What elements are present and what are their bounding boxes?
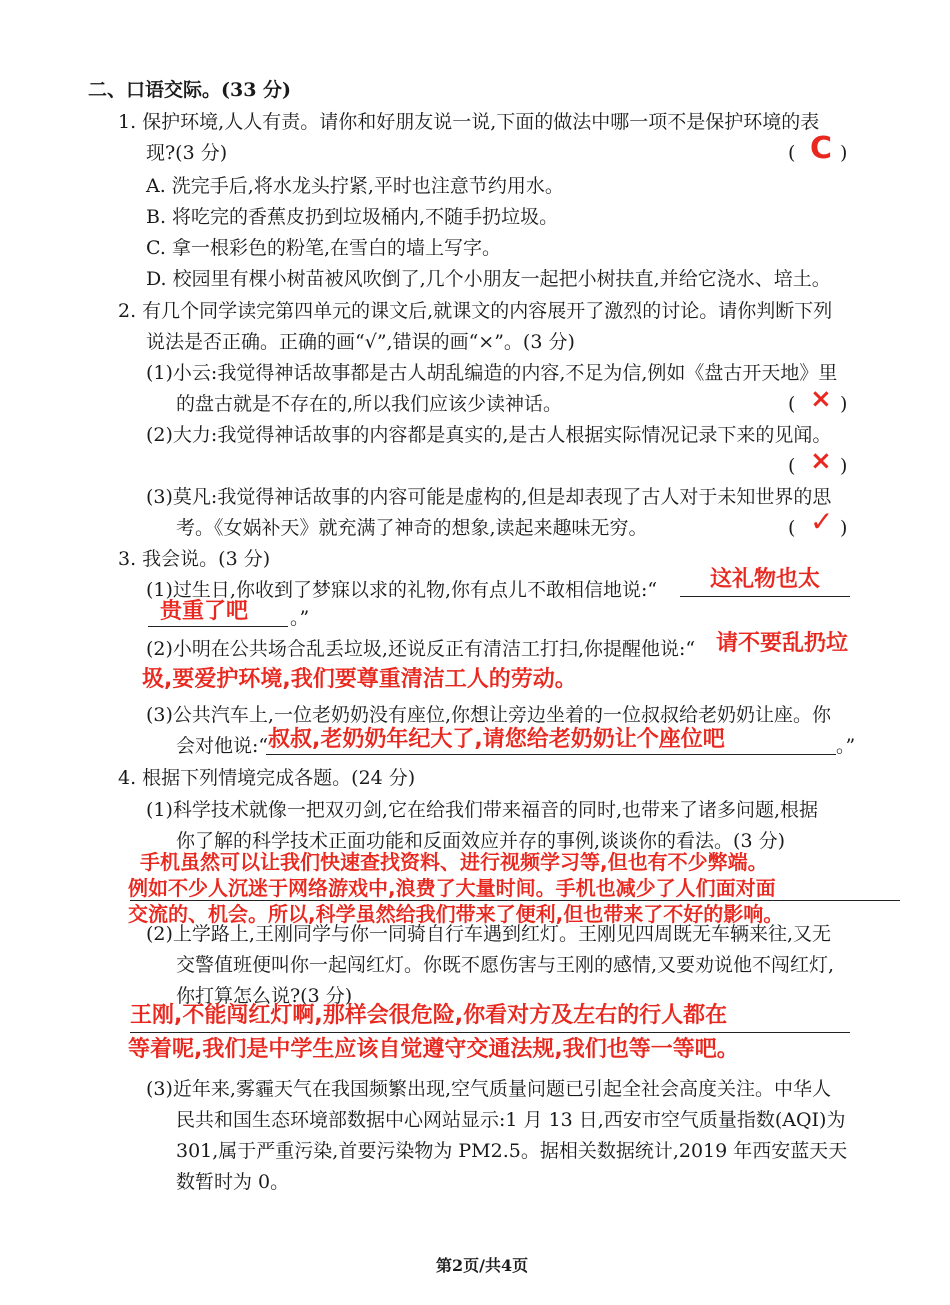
q1-option-c: C. 拿一根彩色的粉笔,在雪白的墙上写字。 [146,237,501,259]
q4-item1-line2: 你了解的科学技术正面功能和反面效应并存的事例,谈谈你的看法。(3 分) [176,830,785,852]
q3-item1-answer-line1: 这礼物也太 [710,567,821,592]
q3-item3-blank-line [266,754,836,755]
q2-item2-line1: (2)大力:我觉得神话故事的内容都是真实的,是古人根据实际情况记录下来的见闻。 [146,424,832,446]
page-number: 第2页/共4页 [436,1256,529,1275]
q2-stem-line2: 说法是否正确。正确的画“√”,错误的画“×”。(3 分) [146,331,575,353]
q2-item3-line2: 考。《女娲补天》就充满了神奇的想象,读起来趣味无穷。 [176,517,648,539]
q3-item1-line1: (1)过生日,你收到了梦寐以求的礼物,你有点儿不敢相信地说:“ [146,579,658,601]
q4-item2-line3: 你打算怎么说?(3 分) [176,985,353,1007]
q3-item3-line2: 会对他说:“ [176,735,269,757]
q2-item3-paren-open: ( [788,517,796,539]
q3-item3-line1: (3)公共汽车上,一位老奶奶没有座位,你想让旁边坐着的一位叔叔给老奶奶让座。你 [146,704,831,726]
q4-item1-line1: (1)科学技术就像一把双刃剑,它在给我们带来福音的同时,也带来了诸多问题,根据 [146,799,819,821]
q4-stem: 4. 根据下列情境完成各题。(24 分) [118,767,416,789]
q2-stem-line1: 2. 有几个同学读完第四单元的课文后,就课文的内容展开了激烈的讨论。请你判断下列 [118,300,833,322]
q1-answer-mark: C [810,131,833,166]
q4-item3-line3: 301,属于严重污染,首要污染物为 PM2.5。据相关数据统计,2019 年西安蓝天天 [176,1140,848,1162]
q4-item1-answer-line2: 例如不少人沉迷于网络游戏中,浪费了大量时间。手机也减少了人们面对面 [128,876,776,900]
q4-item2-answer-line1: 王刚,不能闯红灯啊,那样会很危险,你看对方及左右的行人都在 [130,1003,728,1028]
q3-item2-answer-line1: 请不要乱扔垃 [716,631,849,656]
q2-item3-paren-close: ) [840,517,848,539]
q3-item1-blank-line2 [148,626,288,627]
q2-item1-line1: (1)小云:我觉得神话故事都是古人胡乱编造的内容,不足为信,例如《盘古开天地》里 [146,362,838,384]
q3-item2-line1: (2)小明在公共场合乱丢垃圾,还说反正有清洁工打扫,你提醒他说:“ [146,638,696,660]
q2-item1-paren-open: ( [788,393,796,415]
q2-item3-check-mark: ✓ [810,505,834,538]
q1-stem-line1: 1. 保护环境,人人有责。请你和好朋友说一说,下面的做法中哪一项不是保护环境的表 [118,111,820,133]
q4-item2-line2: 交警值班便叫你一起闯红灯。你既不愿伤害与王刚的感情,又要劝说他不闯红灯, [176,954,835,976]
q3-item1-quote-end: 。” [290,607,310,629]
q1-option-d: D. 校园里有棵小树苗被风吹倒了,几个小朋友一起把小树扶直,并给它浇水、培土。 [146,268,831,290]
section-title: 二、口语交际。(33 分) [88,79,292,101]
q4-item2-line1: (2)上学路上,王刚同学与你一同骑自行车遇到红灯。王刚见四周既无车辆来往,又无 [146,923,831,945]
q2-item1-paren-close: ) [840,393,848,415]
q3-item1-blank-line1 [680,596,850,597]
q1-answer-paren-open: ( [788,142,796,164]
q3-item2-answer-line2: 圾,要爱护环境,我们要尊重清洁工人的劳动。 [142,667,577,692]
q2-item2-paren-close: ) [840,455,848,477]
q3-item1-answer-line2: 贵重了吧 [160,599,249,624]
q1-stem-line2: 现?(3 分) [146,142,228,164]
q4-item1-answer-line3: 交流的、机会。所以,科学虽然给我们带来了便利,但也带来了不好的影响。 [128,902,784,926]
q4-item3-line1: (3)近年来,雾霾天气在我国频繁出现,空气质量问题已引起全社会高度关注。中华人 [146,1078,831,1100]
q4-item2-answer-underline [130,1032,850,1033]
q2-item2-cross-mark: × [810,446,832,476]
q2-item3-line1: (3)莫凡:我觉得神话故事的内容可能是虚构的,但是却表现了古人对于未知世界的思 [146,486,832,508]
q1-option-b: B. 将吃完的香蕉皮扔到垃圾桶内,不随手扔垃圾。 [146,206,559,228]
q4-item2-answer-line2: 等着呢,我们是中学生应该自觉遵守交通法规,我们也等一等吧。 [128,1037,739,1062]
q4-item3-line2: 民共和国生态环境部数据中心网站显示:1 月 13 日,西安市空气质量指数(AQI)为 [176,1109,846,1131]
q1-answer-paren-close: ) [840,142,848,164]
q3-stem: 3. 我会说。(3 分) [118,548,271,570]
q3-item3-answer-line1: 叔叔,老奶奶年纪大了,请您给老奶奶让个座位吧 [268,727,725,752]
q2-item2-paren-open: ( [788,455,796,477]
q3-item3-quote-end: 。” [836,735,856,757]
q2-item1-cross-mark: × [810,384,832,414]
q4-item3-line4: 数暂时为 0。 [176,1171,290,1193]
q4-item1-answer-line1: 手机虽然可以让我们快速查找资料、进行视频学习等,但也有不少弊端。 [140,850,768,874]
q2-item1-line2: 的盘古就是不存在的,所以我们应该少读神话。 [176,393,563,415]
q1-option-a: A. 洗完手后,将水龙头拧紧,平时也注意节约用水。 [146,175,564,197]
